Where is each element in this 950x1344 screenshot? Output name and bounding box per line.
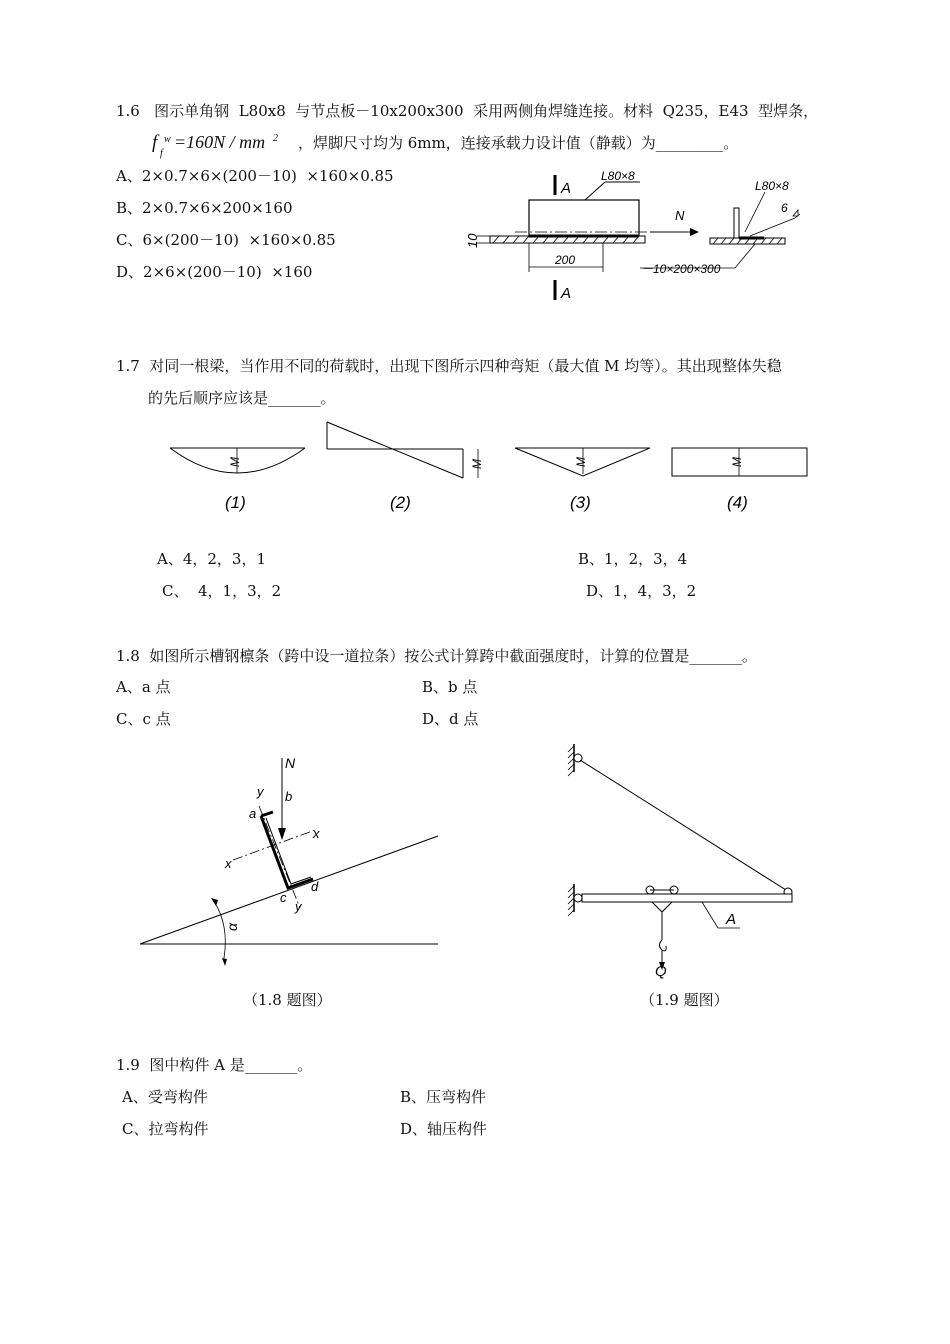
q17-moment-diagrams xyxy=(160,418,820,518)
q18-point-b: b xyxy=(285,789,293,804)
q16-stem-line2: ，焊脚尺寸均为 6mm，连接承载力设计值（静载）为_________。 xyxy=(298,134,739,152)
formula-f: f xyxy=(152,132,158,153)
formula-eq: =160N / mm xyxy=(174,132,266,152)
q18-option-c: C、c 点 xyxy=(116,710,171,728)
q16-section-angle-label: L80×8 xyxy=(755,179,789,193)
q18-force-label: N xyxy=(285,755,296,771)
formula-pow: 2 xyxy=(273,133,278,144)
q19-load-label: Q xyxy=(655,963,667,980)
q19-figure xyxy=(560,740,810,980)
moment-diagram-2 xyxy=(327,422,484,512)
q16-force-label: N xyxy=(675,208,685,223)
moment-diagram-3 xyxy=(515,448,650,512)
q18-point-d: d xyxy=(311,879,319,894)
q18-option-a: A、a 点 xyxy=(116,678,171,696)
q19-member-label: A xyxy=(726,911,737,928)
q18-option-d: D、d 点 xyxy=(422,710,479,728)
q16-weld-label: 6 xyxy=(781,201,788,215)
moment-diagram-4 xyxy=(672,448,807,512)
q19-caption: （1.9 题图） xyxy=(640,991,729,1009)
moment-label-3: M xyxy=(574,457,588,467)
q17-option-c: C、 4，1，3，2 xyxy=(162,582,282,600)
q16-option-d: D、2×6×(200－10) ×160 xyxy=(116,263,313,281)
moment-label-2: M xyxy=(470,459,484,469)
formula-sub: f xyxy=(160,148,163,159)
fig-label-2: (2) xyxy=(390,493,411,512)
moment-label-4: M xyxy=(730,457,744,467)
q16-option-b: B、2×0.7×6×200×160 xyxy=(116,199,293,217)
fig-label-4: (4) xyxy=(727,493,748,512)
q16-thickness-label: 10 xyxy=(465,233,480,248)
q17-option-b: B、1，2，3，4 xyxy=(578,550,688,568)
q16-section-label-bottom: A xyxy=(561,285,572,302)
moment-label-1: M xyxy=(228,457,242,467)
q19-option-d: D、轴压构件 xyxy=(400,1120,488,1138)
q18-caption: （1.8 题图） xyxy=(243,991,332,1009)
q18-point-a: a xyxy=(249,806,257,821)
moment-diagram-1 xyxy=(170,448,305,512)
q16-section-label-top: A xyxy=(561,180,572,197)
q16-length-label: 200 xyxy=(555,253,576,267)
q18-alpha-label: α xyxy=(224,923,240,931)
q17-stem-line2: 的先后顺序应该是_______。 xyxy=(148,389,336,407)
q16-stem-line1: 1.6 图示单角钢 L80x8 与节点板－10x200x300 采用两侧角焊缝连接。材料 Q235，E43 型焊条， xyxy=(116,102,819,120)
q16-option-a: A、2×0.7×6×(200－10) ×160×0.85 xyxy=(116,167,394,185)
q18-figure xyxy=(135,748,445,973)
q18-x-left: x xyxy=(225,856,232,871)
q16-figure xyxy=(455,170,825,305)
q18-y-top: y xyxy=(257,784,264,799)
q18-y-bottom: y xyxy=(295,899,302,914)
q19-option-c: C、拉弯构件 xyxy=(122,1120,209,1138)
fig-label-1: (1) xyxy=(225,493,246,512)
q18-point-c: c xyxy=(280,890,287,905)
q18-x-right: x xyxy=(313,826,320,841)
q19-stem-line1: 1.9 图中构件 A 是_______。 xyxy=(116,1056,313,1074)
formula-sup: w xyxy=(164,134,171,145)
fig-label-3: (3) xyxy=(570,493,591,512)
q17-option-a: A、4，2，3，1 xyxy=(157,550,267,568)
q17-option-d: D、1，4，3，2 xyxy=(586,582,697,600)
q16-angle-label: L80×8 xyxy=(601,170,635,183)
q16-plate-label: －10×200×300 xyxy=(641,262,721,276)
q16-option-c: C、6×(200－10) ×160×0.85 xyxy=(116,231,336,249)
q18-stem-line1: 1.8 如图所示槽钢檩条（跨中设一道拉条）按公式计算跨中截面强度时，计算的位置是_______。 xyxy=(116,647,757,665)
q19-option-b: B、压弯构件 xyxy=(400,1088,487,1106)
q17-stem-line1: 1.7 对同一根梁，当作用不同的荷载时，出现下图所示四种弯矩（最大值 M 均等）。其出现整体失稳 xyxy=(116,357,782,375)
q19-option-a: A、受弯构件 xyxy=(122,1088,208,1106)
q18-option-b: B、b 点 xyxy=(422,678,478,696)
